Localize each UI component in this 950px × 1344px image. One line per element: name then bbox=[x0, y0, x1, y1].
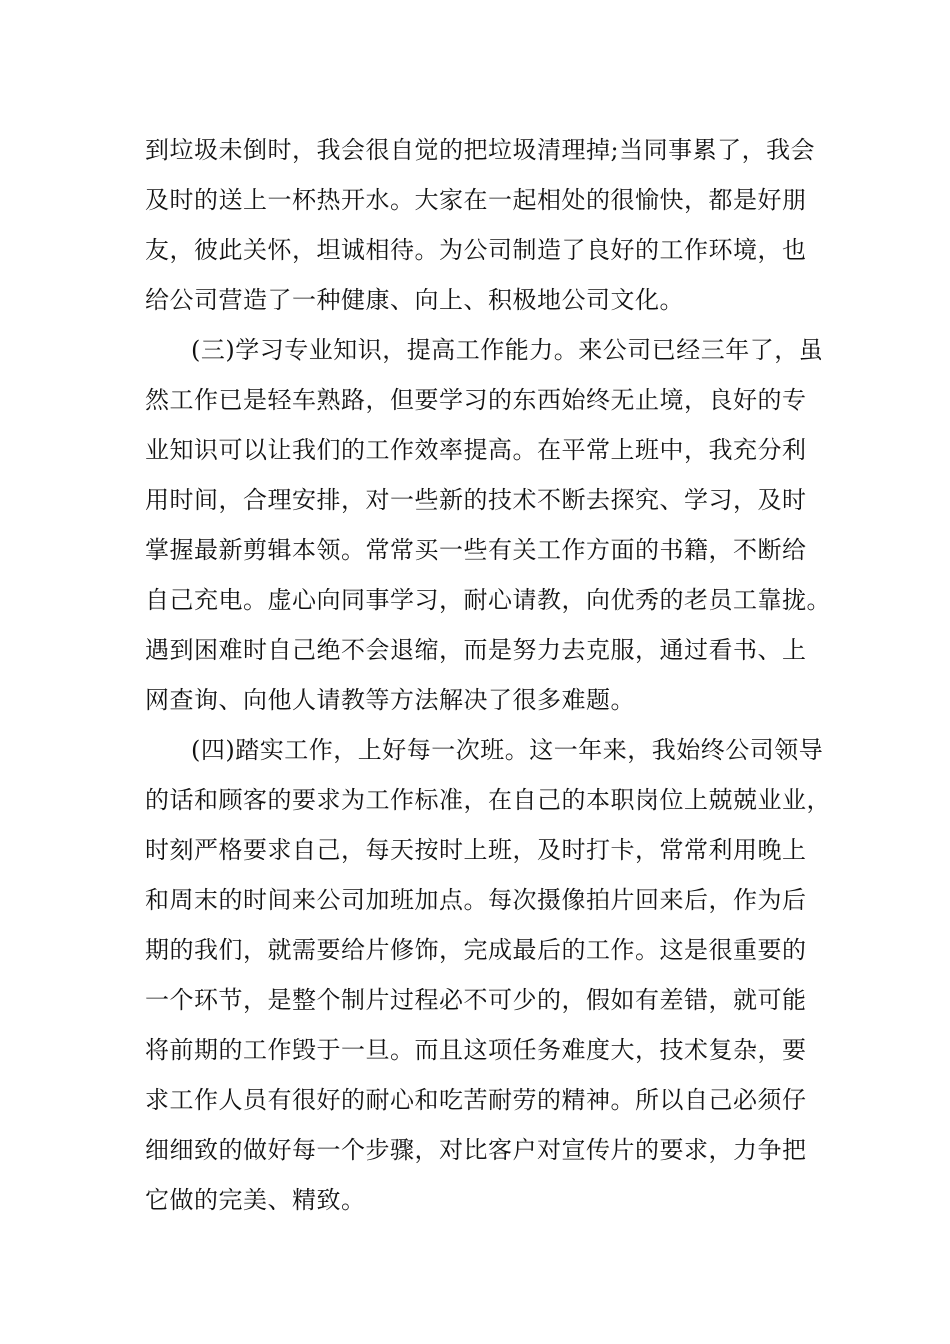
text-line: 给公司营造了一种健康、向上、积极地公司文化。 bbox=[145, 286, 684, 314]
text-line: 用时间，合理安排，对一些新的技术不断去探究、学习，及时 bbox=[145, 486, 807, 514]
text-line: 掌握最新剪辑本领。常常买一些有关工作方面的书籍，不断给 bbox=[145, 536, 807, 564]
text-line: 然工作已是轻车熟路，但要学习的东西始终无止境，良好的专 bbox=[145, 386, 807, 414]
text-line: (四)踏实工作，上好每一次班。这一年来，我始终公司领导 bbox=[191, 736, 824, 764]
text-line: 及时的送上一杯热开水。大家在一起相处的很愉快，都是好朋 bbox=[145, 186, 807, 214]
text-line: 细细致的做好每一个步骤，对比客户对宣传片的要求，力争把 bbox=[145, 1136, 807, 1164]
text-line: 业知识可以让我们的工作效率提高。在平常上班中，我充分利 bbox=[145, 436, 807, 464]
text-line: 友，彼此关怀，坦诚相待。为公司制造了良好的工作环境，也 bbox=[145, 236, 807, 264]
text-line: 的话和顾客的要求为工作标准，在自己的本职岗位上兢兢业业， bbox=[145, 786, 831, 814]
text-line: (三)学习专业知识，提高工作能力。来公司已经三年了，虽 bbox=[191, 336, 824, 364]
text-line: 到垃圾未倒时，我会很自觉的把垃圾清理掉;当同事累了，我会 bbox=[145, 136, 816, 164]
text-line: 自己充电。虚心向同事学习，耐心请教，向优秀的老员工靠拢。 bbox=[145, 586, 831, 614]
text-line: 求工作人员有很好的耐心和吃苦耐劳的精神。所以自己必须仔 bbox=[145, 1086, 807, 1114]
text-line: 遇到困难时自己绝不会退缩，而是努力去克服，通过看书、上 bbox=[145, 636, 807, 664]
text-line: 和周末的时间来公司加班加点。每次摄像拍片回来后，作为后 bbox=[145, 886, 807, 914]
text-line: 一个环节，是整个制片过程必不可少的，假如有差错，就可能 bbox=[145, 986, 807, 1014]
text-line: 将前期的工作毁于一旦。而且这项任务难度大，技术复杂，要 bbox=[145, 1036, 807, 1064]
text-line: 网查询、向他人请教等方法解决了很多难题。 bbox=[145, 686, 635, 714]
text-line: 它做的完美、精致。 bbox=[145, 1186, 366, 1214]
text-line: 时刻严格要求自己，每天按时上班，及时打卡，常常利用晚上 bbox=[145, 836, 807, 864]
text-line: 期的我们，就需要给片修饰，完成最后的工作。这是很重要的 bbox=[145, 936, 807, 964]
